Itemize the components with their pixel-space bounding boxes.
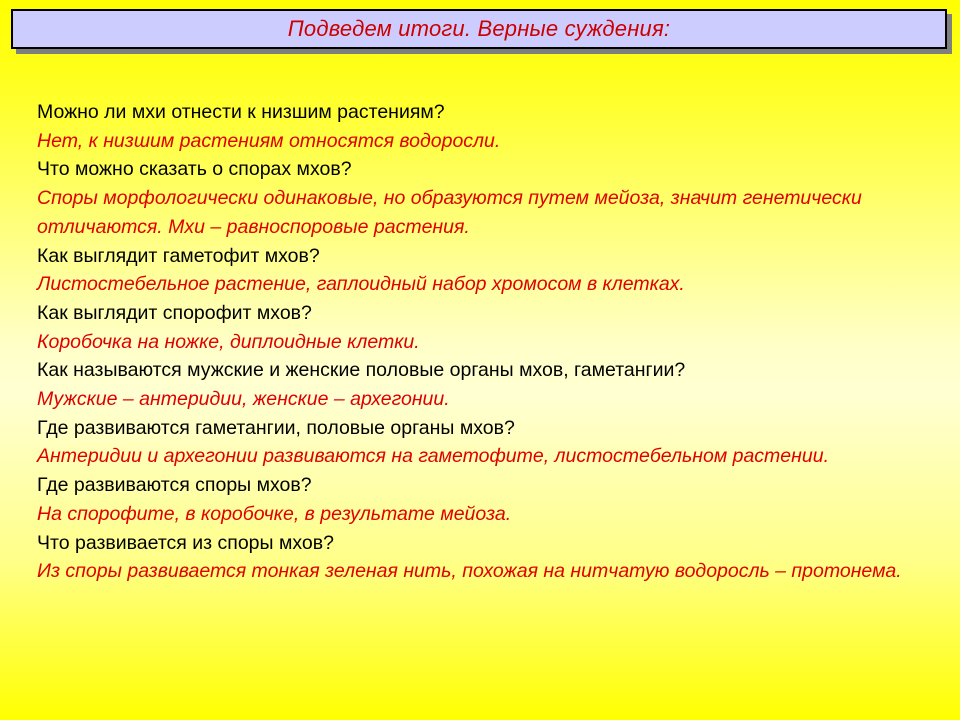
- title-box: [11, 9, 947, 49]
- qa-list: [37, 98, 917, 586]
- answer-6: Антеридии и архегонии развиваются на гаметофите, листостебельном растении.: [37, 445, 829, 468]
- answer-7: На спорофите, в коробочке, в результате мейоза.: [37, 502, 512, 525]
- question-4: Как выглядит спорофит мхов?: [37, 301, 312, 324]
- question-3: Как выглядит гаметофит мхов?: [37, 244, 320, 267]
- answer-2: Споры морфологически одинаковые, но образуются путем мейоза, значит генетически отличаются. Мхи – равноспоровые растения.: [37, 187, 862, 238]
- answer-5: Мужские – антеридии, женские – архегонии.: [37, 388, 450, 411]
- question-8: Что развивается из споры мхов?: [37, 531, 334, 554]
- answer-4: Коробочка на ножке, диплоидные клетки.: [37, 330, 420, 353]
- question-1: Можно ли мхи отнести к низшим растениям?: [37, 101, 445, 123]
- question-7: Где развиваются споры мхов?: [37, 474, 312, 497]
- slide-title: Подведем итоги. Верные суждения:: [287, 16, 671, 41]
- question-5: Как называются мужские и женские половые органы мхов, гаметангии?: [37, 359, 686, 382]
- question-6: Где развиваются гаметангии, половые органы мхов?: [37, 416, 515, 439]
- answer-1: Нет, к низшим растениям относятся водоросли.: [37, 129, 501, 152]
- answer-3: Листостебельное растение, гаплоидный набор хромосом в клетках.: [37, 273, 685, 296]
- question-2: Что можно сказать о спорах мхов?: [37, 158, 352, 181]
- answer-8: Из споры развивается тонкая зеленая нить, похожая на нитчатую водоросль – протонема.: [37, 560, 902, 583]
